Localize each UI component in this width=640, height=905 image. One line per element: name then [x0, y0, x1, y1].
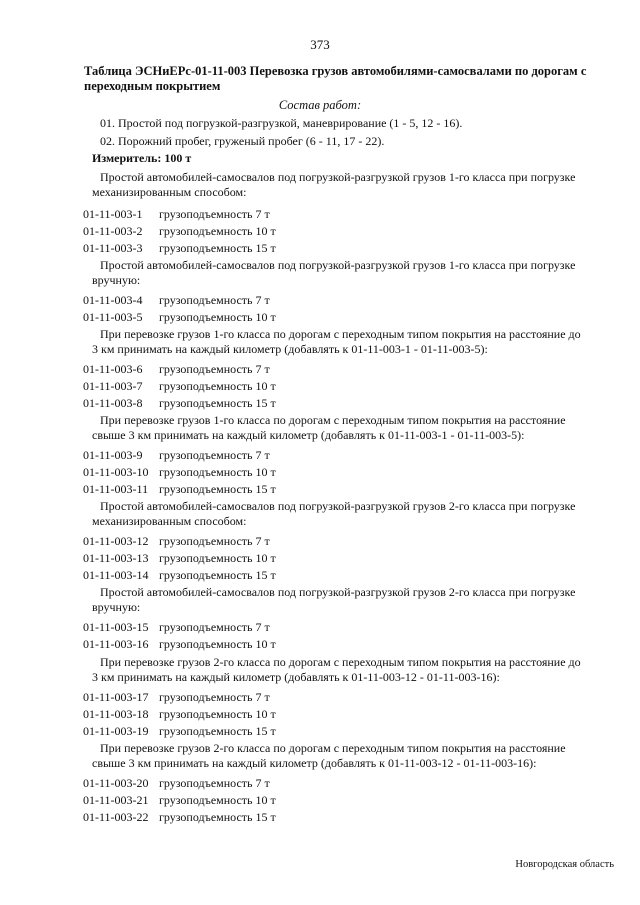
row-text: грузоподъемность 10 т	[159, 551, 276, 565]
row-code: 01-11-003-7	[83, 379, 143, 393]
table-row	[83, 447, 270, 463]
row-text: грузоподъемность 15 т	[159, 241, 276, 255]
table-row	[83, 309, 276, 325]
row-code: 01-11-003-12	[83, 534, 149, 548]
section-description-line: механизированным способом:	[92, 185, 247, 199]
section-description	[92, 413, 610, 443]
section-description-line: 3 км принимать на каждый километр (добавлять к 01-11-003-12 - 01-11-003-16):	[92, 670, 500, 684]
section-description	[92, 258, 610, 288]
section-description-line: При перевозке грузов 2-го класса по дорогам с переходным типом покрытия на расстояние	[100, 741, 566, 755]
row-code: 01-11-003-4	[83, 293, 143, 307]
row-text: грузоподъемность 10 т	[159, 310, 276, 324]
section-description-line: вручную:	[92, 273, 141, 287]
row-code: 01-11-003-14	[83, 568, 149, 582]
row-text: грузоподъемность 10 т	[159, 465, 276, 479]
measurer: Измеритель: 100 т	[92, 151, 192, 165]
row-code: 01-11-003-3	[83, 241, 143, 255]
section-description-line: механизированным способом:	[92, 514, 247, 528]
table-row	[83, 689, 270, 705]
table-row	[83, 464, 276, 480]
work-item: 02. Порожний пробег, груженый пробег (6 - 11, 17 - 22).	[100, 134, 385, 148]
row-text: грузоподъемность 7 т	[159, 620, 270, 634]
table-row	[83, 550, 276, 566]
row-code: 01-11-003-22	[83, 810, 149, 824]
row-code: 01-11-003-19	[83, 724, 149, 738]
row-code: 01-11-003-16	[83, 637, 149, 651]
page-number: 373	[310, 37, 330, 52]
section-description-line: При перевозке грузов 1-го класса по дорогам с переходным типом покрытия на расстояние	[100, 413, 566, 427]
table-row	[83, 361, 270, 377]
table-row	[83, 636, 276, 652]
section-description	[92, 741, 610, 771]
row-code: 01-11-003-2	[83, 224, 143, 238]
table-row	[83, 706, 276, 722]
row-code: 01-11-003-1	[83, 207, 143, 221]
section-description-line: При перевозке грузов 1-го класса по дорогам с переходным типом покрытия на расстояние до	[100, 327, 581, 341]
row-code: 01-11-003-5	[83, 310, 143, 324]
table-row	[83, 723, 276, 739]
row-text: грузоподъемность 7 т	[159, 776, 270, 790]
table-row	[83, 378, 276, 394]
composition-heading: Состав работ:	[278, 98, 362, 112]
section-description-line: вручную:	[92, 600, 141, 614]
section-description-line: Простой автомобилей-самосвалов под погрузкой-разгрузкой грузов 1-го класса при погрузке	[100, 258, 576, 272]
table-row	[83, 206, 270, 222]
row-text: грузоподъемность 10 т	[159, 793, 276, 807]
work-item: 01. Простой под погрузкой-разгрузкой, маневрирование (1 - 5, 12 - 16).	[100, 116, 463, 130]
row-text: грузоподъемность 15 т	[159, 724, 276, 738]
table-title: Таблица ЭСНиЕРс-01-11-003 Перевозка грузов автомобилями-самосвалами по дорогам с переходным покрытием	[84, 64, 587, 93]
row-text: грузоподъемность 15 т	[159, 568, 276, 582]
table-row	[83, 292, 270, 308]
row-text: грузоподъемность 10 т	[159, 707, 276, 721]
row-text: грузоподъемность 10 т	[159, 637, 276, 651]
section-description	[92, 585, 610, 615]
table-row	[83, 481, 276, 497]
table-row	[83, 792, 276, 808]
footer-region: Новгородская область	[515, 859, 614, 870]
section-description-line: свыше 3 км принимать на каждый километр (добавлять к 01-11-003-12 - 01-11-003-16):	[92, 756, 537, 770]
table-row	[83, 567, 276, 583]
row-code: 01-11-003-18	[83, 707, 149, 721]
table-row	[83, 533, 270, 549]
row-code: 01-11-003-20	[83, 776, 149, 790]
table-row	[83, 775, 270, 791]
row-code: 01-11-003-11	[83, 482, 149, 496]
row-text: грузоподъемность 15 т	[159, 396, 276, 410]
row-text: грузоподъемность 7 т	[159, 362, 270, 376]
section-description-line: Простой автомобилей-самосвалов под погрузкой-разгрузкой грузов 2-го класса при погрузке	[100, 585, 576, 599]
row-text: грузоподъемность 15 т	[159, 810, 276, 824]
section-description-line: 3 км принимать на каждый километр (добавлять к 01-11-003-1 - 01-11-003-5):	[92, 342, 488, 356]
table-row	[83, 223, 276, 239]
section-description-line: свыше 3 км принимать на каждый километр (добавлять к 01-11-003-1 - 01-11-003-5):	[92, 428, 525, 442]
table-row	[83, 395, 276, 411]
row-text: грузоподъемность 7 т	[159, 293, 270, 307]
table-row	[83, 809, 276, 825]
row-code: 01-11-003-9	[83, 448, 143, 462]
row-code: 01-11-003-21	[83, 793, 149, 807]
row-code: 01-11-003-10	[83, 465, 149, 479]
section-description	[92, 327, 610, 357]
section-description-line: Простой автомобилей-самосвалов под погрузкой-разгрузкой грузов 2-го класса при погрузке	[100, 499, 576, 513]
section-description-line: Простой автомобилей-самосвалов под погрузкой-разгрузкой грузов 1-го класса при погрузке	[100, 170, 576, 184]
row-text: грузоподъемность 7 т	[159, 448, 270, 462]
row-text: грузоподъемность 10 т	[159, 224, 276, 238]
row-text: грузоподъемность 15 т	[159, 482, 276, 496]
row-text: грузоподъемность 7 т	[159, 534, 270, 548]
row-text: грузоподъемность 7 т	[159, 690, 270, 704]
row-code: 01-11-003-6	[83, 362, 143, 376]
section-description	[92, 655, 610, 685]
row-code: 01-11-003-8	[83, 396, 143, 410]
row-code: 01-11-003-13	[83, 551, 149, 565]
table-row	[83, 240, 276, 256]
row-text: грузоподъемность 7 т	[159, 207, 270, 221]
section-description-line: При перевозке грузов 2-го класса по дорогам с переходным типом покрытия на расстояние до	[100, 655, 581, 669]
table-row	[83, 619, 270, 635]
row-text: грузоподъемность 10 т	[159, 379, 276, 393]
section-description	[92, 499, 610, 529]
row-code: 01-11-003-15	[83, 620, 149, 634]
row-code: 01-11-003-17	[83, 690, 149, 704]
section-description	[92, 170, 610, 200]
